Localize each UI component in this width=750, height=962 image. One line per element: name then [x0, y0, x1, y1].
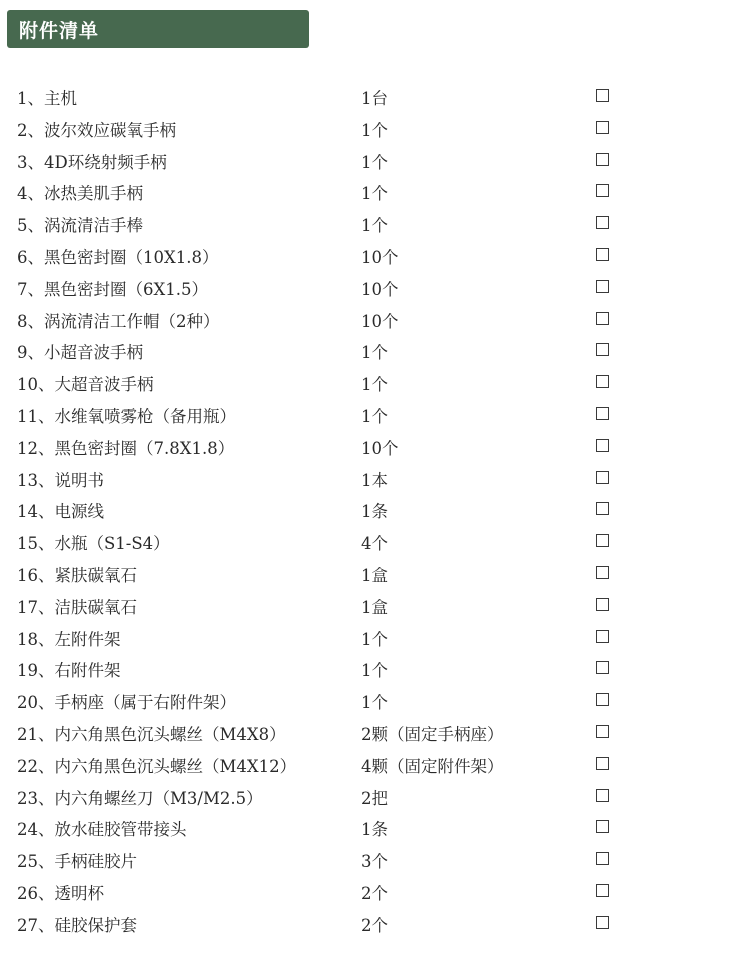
list-item: [0, 589, 750, 621]
list-item: [0, 843, 750, 875]
item-name: 18、左附件架: [17, 629, 121, 649]
item-name: 24、放水硅胶管带接头: [17, 820, 187, 840]
item-checkbox[interactable]: [596, 502, 609, 515]
item-checkbox[interactable]: [596, 121, 609, 134]
item-name: 10、大超音波手柄: [17, 375, 154, 395]
item-quantity: 1个: [361, 406, 388, 426]
list-item: [0, 462, 750, 494]
section-title: 附件清单: [19, 19, 100, 42]
list-item: [0, 525, 750, 557]
item-name: 16、紧肤碳氧石: [17, 565, 137, 585]
item-name: 21、内六角黑色沉头螺丝（M4X8）: [17, 724, 286, 744]
item-name: 15、水瓶（S1-S4）: [17, 534, 170, 554]
item-checkbox[interactable]: [596, 820, 609, 833]
item-name: 7、黑色密封圈（6X1.5）: [17, 279, 208, 299]
item-checkbox[interactable]: [596, 725, 609, 738]
list-item: [0, 811, 750, 843]
list-item: [0, 684, 750, 716]
item-checkbox[interactable]: [596, 312, 609, 325]
item-name: 25、手柄硅胶片: [17, 852, 137, 872]
item-quantity: 2颗（固定手柄座）: [361, 724, 504, 744]
list-item: [0, 493, 750, 525]
list-item: [0, 303, 750, 335]
item-quantity: 1个: [361, 216, 388, 236]
list-item: [0, 271, 750, 303]
list-item: [0, 80, 750, 112]
item-quantity: 2个: [361, 915, 388, 935]
item-checkbox[interactable]: [596, 343, 609, 356]
item-checkbox[interactable]: [596, 184, 609, 197]
item-checkbox[interactable]: [596, 789, 609, 802]
item-checkbox[interactable]: [596, 471, 609, 484]
item-quantity: 1个: [361, 661, 388, 681]
item-quantity: 1个: [361, 184, 388, 204]
item-name: 17、洁肤碳氧石: [17, 597, 137, 617]
list-item: [0, 239, 750, 271]
item-checkbox[interactable]: [596, 884, 609, 897]
item-checkbox[interactable]: [596, 153, 609, 166]
item-checkbox[interactable]: [596, 407, 609, 420]
item-quantity: 1条: [361, 502, 388, 522]
item-quantity: 10个: [361, 311, 399, 331]
list-item: [0, 112, 750, 144]
item-name: 8、涡流清洁工作帽（2种）: [17, 311, 220, 331]
list-item: [0, 557, 750, 589]
list-item: [0, 430, 750, 462]
item-name: 19、右附件架: [17, 661, 121, 681]
item-checkbox[interactable]: [596, 598, 609, 611]
item-quantity: 1盒: [361, 597, 388, 617]
section-header: [7, 10, 309, 48]
item-quantity: 1本: [361, 470, 388, 490]
item-name: 22、内六角黑色沉头螺丝（M4X12）: [17, 756, 297, 776]
list-item: [0, 207, 750, 239]
list-item: [0, 780, 750, 812]
item-quantity: 10个: [361, 279, 399, 299]
item-quantity: 4个: [361, 534, 388, 554]
item-quantity: 1个: [361, 693, 388, 713]
item-checkbox[interactable]: [596, 566, 609, 579]
item-name: 4、冰热美肌手柄: [17, 184, 143, 204]
item-quantity: 10个: [361, 247, 399, 267]
item-quantity: 1个: [361, 343, 388, 363]
item-checkbox[interactable]: [596, 248, 609, 261]
list-item: [0, 175, 750, 207]
list-item: [0, 621, 750, 653]
list-item: [0, 144, 750, 176]
item-name: 13、说明书: [17, 470, 104, 490]
list-item: [0, 334, 750, 366]
item-checkbox[interactable]: [596, 916, 609, 929]
item-name: 26、透明杯: [17, 883, 104, 903]
item-name: 20、手柄座（属于右附件架）: [17, 693, 236, 713]
item-name: 9、小超音波手柄: [17, 343, 143, 363]
item-quantity: 1条: [361, 820, 388, 840]
item-quantity: 10个: [361, 438, 399, 458]
item-quantity: 4颗（固定附件架）: [361, 756, 504, 776]
item-quantity: 1个: [361, 120, 388, 140]
item-checkbox[interactable]: [596, 89, 609, 102]
item-checkbox[interactable]: [596, 534, 609, 547]
item-quantity: 2把: [361, 788, 388, 808]
list-item: [0, 652, 750, 684]
item-quantity: 1盒: [361, 565, 388, 585]
item-checkbox[interactable]: [596, 439, 609, 452]
item-quantity: 1台: [361, 89, 388, 108]
item-checkbox[interactable]: [596, 852, 609, 865]
item-checkbox[interactable]: [596, 630, 609, 643]
item-name: 23、内六角螺丝刀（M3/M2.5）: [17, 788, 263, 808]
item-name: 12、黑色密封圈（7.8X1.8）: [17, 438, 235, 458]
accessory-list: [0, 80, 750, 939]
item-name: 1、主机: [17, 89, 77, 108]
item-checkbox[interactable]: [596, 757, 609, 770]
item-quantity: 1个: [361, 375, 388, 395]
item-name: 11、水维氧喷雾枪（备用瓶）: [17, 406, 236, 426]
item-checkbox[interactable]: [596, 693, 609, 706]
list-item: [0, 748, 750, 780]
item-quantity: 1个: [361, 152, 388, 172]
item-name: 5、涡流清洁手棒: [17, 216, 143, 236]
item-quantity: 3个: [361, 852, 388, 872]
item-name: 3、4D环绕射频手柄: [17, 152, 167, 172]
item-name: 2、波尔效应碳氧手柄: [17, 120, 176, 140]
item-name: 27、硅胶保护套: [17, 915, 137, 935]
list-item: [0, 398, 750, 430]
item-quantity: 1个: [361, 629, 388, 649]
item-name: 14、电源线: [17, 502, 104, 522]
list-item: [0, 875, 750, 907]
item-checkbox[interactable]: [596, 661, 609, 674]
list-item: [0, 716, 750, 748]
item-name: 6、黑色密封圈（10X1.8）: [17, 247, 219, 267]
list-item: [0, 366, 750, 398]
item-checkbox[interactable]: [596, 280, 609, 293]
item-checkbox[interactable]: [596, 216, 609, 229]
item-quantity: 2个: [361, 883, 388, 903]
list-item: [0, 907, 750, 939]
item-checkbox[interactable]: [596, 375, 609, 388]
